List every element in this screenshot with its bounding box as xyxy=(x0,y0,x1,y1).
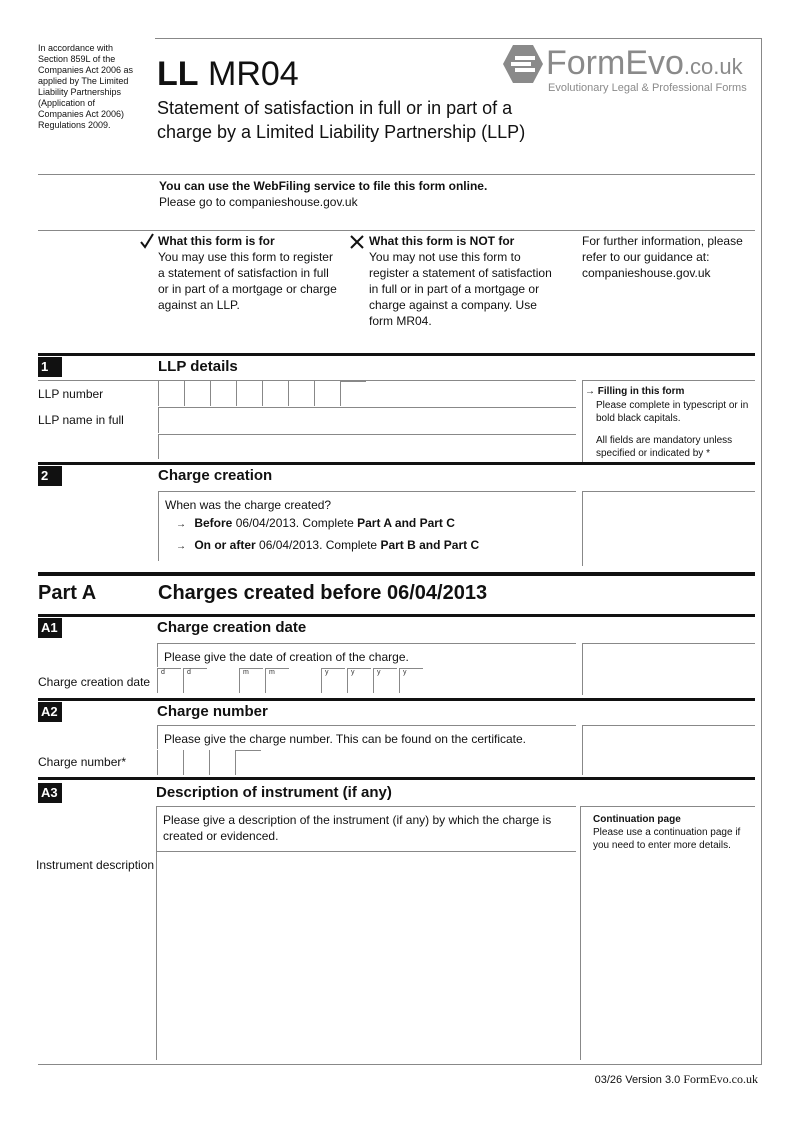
webfiling-line2: Please go to companieshouse.gov.uk xyxy=(159,195,358,209)
form-not-for-text-4: charge against a company. Use xyxy=(369,298,537,312)
form-is-for-text-2: a statement of satisfaction in full xyxy=(158,266,329,280)
llp-name-label: LLP name in full xyxy=(38,413,124,427)
option-before-parts: Part A and Part C xyxy=(357,516,455,530)
arrow-right-icon: → xyxy=(176,519,186,530)
form-not-for-text-5: form MR04. xyxy=(369,314,432,328)
a3-prompt-line2: created or evidenced. xyxy=(163,829,279,843)
charge-creation-date-label: Charge creation date xyxy=(38,675,151,689)
charge-creation-date-input[interactable] xyxy=(157,668,427,693)
a3-title: Description of instrument (if any) xyxy=(156,784,392,801)
option-after-bold: On or after xyxy=(194,538,256,552)
section1-rule xyxy=(38,353,755,356)
filling-help-box xyxy=(582,380,755,462)
form-title-line2: charge by a Limited Liability Partnership (LLP) xyxy=(157,122,526,142)
form-is-for-text-4: against an LLP. xyxy=(158,298,240,312)
continuation-text: Please use a continuation page if you need to enter more details. xyxy=(593,827,741,851)
date-hint-y3: y xyxy=(377,669,381,676)
filling-help-text1: Please complete in typescript or in bold black capitals. xyxy=(596,400,749,424)
further-info-link[interactable]: companieshouse.gov.uk xyxy=(582,266,711,280)
section1-number: 1 xyxy=(38,357,62,377)
partA-label: Part A xyxy=(38,582,97,604)
form-not-for xyxy=(369,233,569,329)
formevo-name: FormEvo xyxy=(546,44,684,82)
form-is-for-text-3: or in part of a mortgage or charge xyxy=(158,282,337,296)
option-before-bold: Before xyxy=(194,516,233,530)
formevo-suffix: .co.uk xyxy=(683,54,743,79)
form-is-for xyxy=(158,233,348,313)
webfiling-line1: You can use the WebFiling service to file this form online. xyxy=(159,179,488,193)
filling-help-title xyxy=(585,385,684,398)
a2-number: A2 xyxy=(38,702,62,722)
charge-creation-question: When was the charge created? xyxy=(165,498,332,512)
a2-side-box xyxy=(582,725,755,775)
section1-title: LLP details xyxy=(158,358,238,375)
partA-title: Charges created before 06/04/2013 xyxy=(158,582,488,604)
info-divider xyxy=(38,230,755,231)
a1-title: Charge creation date xyxy=(157,619,307,636)
section2-side-box xyxy=(582,491,755,566)
further-info-line1: For further information, please xyxy=(582,234,743,248)
charge-option-after[interactable] xyxy=(171,537,479,555)
continuation-title: Continuation page xyxy=(593,814,681,825)
form-not-for-title: What this form is NOT for xyxy=(369,234,515,248)
a1-prompt-box xyxy=(157,643,576,667)
a1-rule xyxy=(38,614,755,617)
a1-side-box xyxy=(582,643,755,695)
page-frame-right xyxy=(761,38,762,1065)
form-title xyxy=(157,96,525,144)
a3-rule xyxy=(38,777,755,780)
instrument-description-label: Instrument description xyxy=(36,858,155,872)
formevo-logo-icon xyxy=(502,44,544,84)
further-info-line2: refer to our guidance at: xyxy=(582,250,710,264)
date-hint-d1: d xyxy=(161,669,165,676)
a3-number: A3 xyxy=(38,783,62,803)
charge-creation-box xyxy=(158,491,576,561)
date-hint-m2: m xyxy=(269,669,275,676)
arrow-right-icon: → xyxy=(176,541,186,552)
charge-number-input[interactable] xyxy=(157,750,261,775)
webfiling-notice xyxy=(159,178,487,210)
form-title-line1: Statement of satisfaction in full or in part of a xyxy=(157,98,513,118)
a3-prompt-line1: Please give a description of the instrument (if any) by which the charge is xyxy=(163,813,552,827)
form-number: MR04 xyxy=(208,55,299,93)
form-is-for-text-1: You may use this form to register xyxy=(158,250,333,264)
filling-help-title-text: Filling in this form xyxy=(597,386,685,397)
filling-help-text2: All fields are mandatory unless specified or indicated by * xyxy=(596,435,733,459)
form-not-for-text-2: register a statement of satisfaction xyxy=(369,266,552,280)
further-info xyxy=(582,233,757,281)
date-hint-y1: y xyxy=(325,669,329,676)
partA-rule xyxy=(38,572,755,576)
form-prefix: LL xyxy=(157,55,199,93)
date-hint-y2: y xyxy=(351,669,355,676)
section2-title: Charge creation xyxy=(158,467,273,484)
a3-prompt xyxy=(163,812,551,844)
form-code xyxy=(157,54,299,94)
cross-icon xyxy=(349,234,365,250)
instrument-description-input[interactable] xyxy=(156,852,576,1060)
page-frame-top xyxy=(155,38,761,39)
date-hint-d2: d xyxy=(187,669,191,676)
date-hint-y4: y xyxy=(403,669,407,676)
form-not-for-text-3: in full or in part of a mortgage or xyxy=(369,282,540,296)
formevo-tagline: Evolutionary Legal & Professional Forms xyxy=(548,82,747,94)
formevo-logo xyxy=(502,44,752,96)
a2-prompt-box xyxy=(157,725,576,749)
llp-name-input[interactable] xyxy=(158,408,576,458)
arrow-right-icon: → xyxy=(585,386,595,397)
a1-number: A1 xyxy=(38,618,62,638)
formevo-wordmark xyxy=(546,44,743,86)
a2-title: Charge number xyxy=(157,703,268,720)
form-is-for-title: What this form is for xyxy=(158,234,275,248)
header-divider xyxy=(38,174,755,175)
checkmark-icon xyxy=(139,233,155,249)
page-frame-bottom xyxy=(38,1064,761,1065)
charge-number-label: Charge number* xyxy=(38,755,127,769)
footer-site: FormEvo.co.uk xyxy=(683,1072,758,1086)
a1-prompt: Please give the date of creation of the charge. xyxy=(164,650,409,664)
legal-note: In accordance with Section 859L of the Companies Act 2006 as applied by The Limited Liability Partnerships (Application of Companies Act 2006) Regulations 2009. xyxy=(38,43,134,130)
llp-number-input[interactable] xyxy=(158,381,366,406)
a3-prompt-box xyxy=(156,806,576,852)
form-not-for-text-1: You may not use this form to xyxy=(369,250,521,264)
footer xyxy=(595,1072,758,1087)
section2-number: 2 xyxy=(38,466,62,486)
continuation-box xyxy=(580,806,755,1060)
option-before-text: 06/04/2013. Complete xyxy=(232,516,358,530)
option-after-text: 06/04/2013. Complete xyxy=(255,538,381,552)
option-after-parts: Part B and Part C xyxy=(380,538,480,552)
llp-number-label: LLP number xyxy=(38,387,104,401)
a2-rule xyxy=(38,698,755,701)
date-hint-m1: m xyxy=(243,669,249,676)
a2-prompt: Please give the charge number. This can be found on the certificate. xyxy=(164,732,527,746)
section2-rule xyxy=(38,462,755,465)
charge-option-before[interactable] xyxy=(171,515,455,533)
footer-version: 03/26 Version 3.0 xyxy=(594,1074,681,1086)
